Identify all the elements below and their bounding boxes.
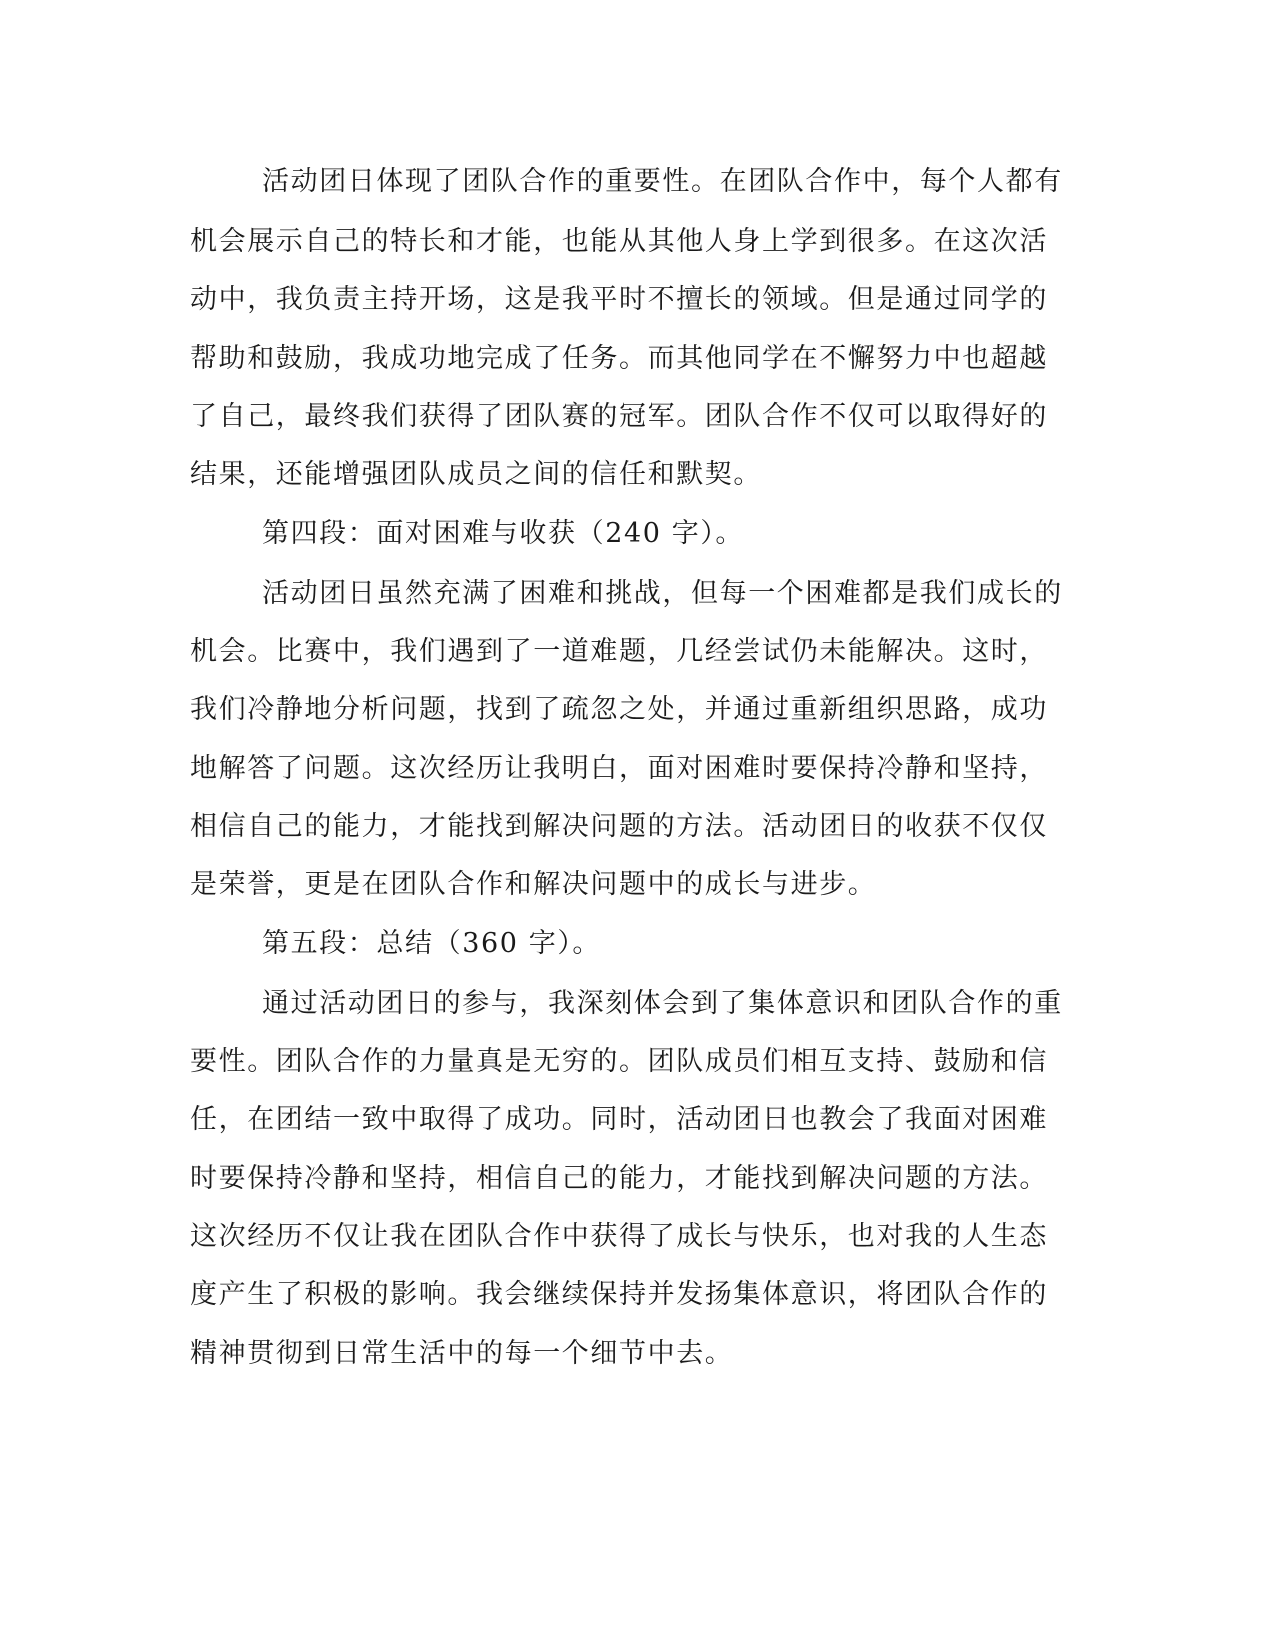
- paragraph-3-line-1: 活动团日体现了团队合作的重要性。在团队合作中，每个人都有: [262, 166, 1063, 197]
- paragraph-3-line-2: 机会展示自己的特长和才能，也能从其他人身上学到很多。在这次活: [190, 226, 1048, 257]
- section-5-heading: 第五段：总结（360 字）。: [262, 928, 602, 959]
- paragraph-5-line-5: 这次经历不仅让我在团队合作中获得了成长与快乐，也对我的人生态: [190, 1221, 1048, 1252]
- paragraph-4-line-3: 我们冷静地分析问题，找到了疏忽之处，并通过重新组织思路，成功: [190, 694, 1048, 725]
- paragraph-4-line-4: 地解答了问题。这次经历让我明白，面对困难时要保持冷静和坚持，: [190, 753, 1048, 784]
- paragraph-5-line-2: 要性。团队合作的力量真是无穷的。团队成员们相互支持、鼓励和信: [190, 1046, 1048, 1077]
- paragraph-3-line-5: 了自己，最终我们获得了团队赛的冠军。团队合作不仅可以取得好的: [190, 401, 1048, 432]
- paragraph-5-line-6: 度产生了积极的影响。我会继续保持并发扬集体意识，将团队合作的: [190, 1279, 1048, 1310]
- paragraph-3-line-4: 帮助和鼓励，我成功地完成了任务。而其他同学在不懈努力中也超越: [190, 343, 1048, 374]
- paragraph-3-line-3: 动中，我负责主持开场，这是我平时不擅长的领域。但是通过同学的: [190, 284, 1048, 315]
- paragraph-5-line-7: 精神贯彻到日常生活中的每一个细节中去。: [190, 1338, 734, 1369]
- paragraph-5-line-1: 通过活动团日的参与，我深刻体会到了集体意识和团队合作的重: [262, 988, 1063, 1019]
- paragraph-4-line-6: 是荣誉，更是在团队合作和解决问题中的成长与进步。: [190, 869, 877, 900]
- paragraph-4-line-2: 机会。比赛中，我们遇到了一道难题，几经尝试仍未能解决。这时，: [190, 636, 1048, 667]
- paragraph-4-line-5: 相信自己的能力，才能找到解决问题的方法。活动团日的收获不仅仅: [190, 811, 1048, 842]
- paragraph-5-line-3: 任，在团结一致中取得了成功。同时，活动团日也教会了我面对困难: [190, 1104, 1048, 1135]
- paragraph-3-line-6: 结果，还能增强团队成员之间的信任和默契。: [190, 459, 762, 490]
- section-4-heading: 第四段：面对困难与收获（240 字）。: [262, 518, 745, 549]
- paragraph-4-line-1: 活动团日虽然充满了困难和挑战，但每一个困难都是我们成长的: [262, 578, 1063, 609]
- paragraph-5-line-4: 时要保持冷静和坚持，相信自己的能力，才能找到解决问题的方法。: [190, 1163, 1048, 1194]
